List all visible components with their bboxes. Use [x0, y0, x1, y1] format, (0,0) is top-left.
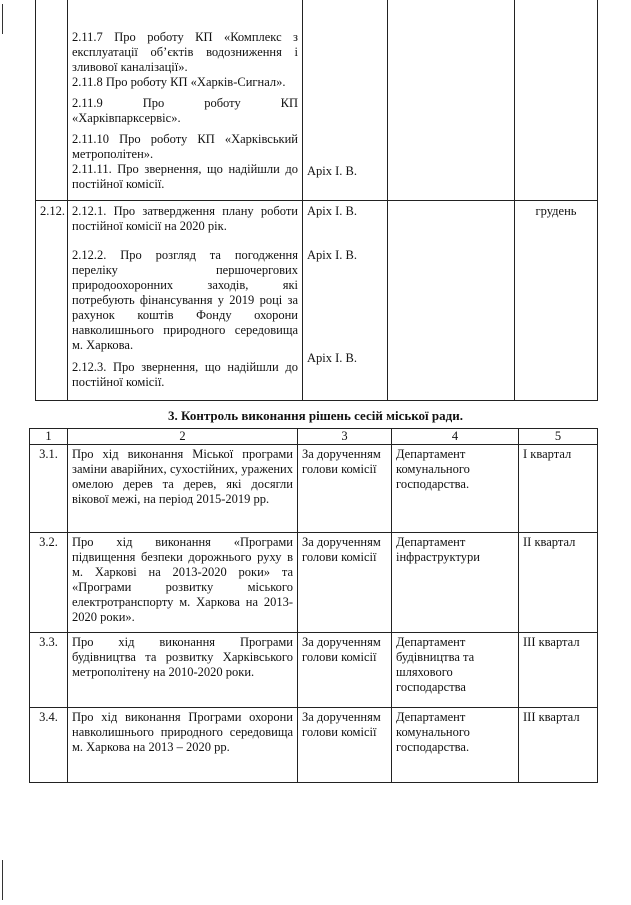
- executor-cell: [388, 0, 515, 201]
- executor-cell: Департамент інфраструктури: [392, 533, 519, 633]
- table-row: [36, 201, 598, 401]
- row-number: [36, 0, 68, 201]
- list-item: 2.11.10 Про роботу КП «Харківський метрополітен».: [72, 132, 298, 161]
- plan-table-upper: [35, 0, 598, 401]
- responsible-person: Аріх І. В.: [307, 204, 357, 218]
- table-row: [30, 633, 598, 708]
- responsible-person: Аріх І. В.: [307, 248, 357, 262]
- responsible-cell: За дорученням голови комісії: [298, 708, 392, 783]
- term-cell: [515, 0, 598, 201]
- term-cell: III квартал: [519, 708, 598, 783]
- column-header: 2: [68, 429, 298, 445]
- column-header: 4: [392, 429, 519, 445]
- responsible-cell: За дорученням голови комісії: [298, 533, 392, 633]
- responsible-cell: [303, 0, 388, 201]
- row-content: Про хід виконання Програми будівництва та розвитку Харківського метрополітену на 2010-2020 роки.: [68, 633, 298, 708]
- scan-edge-mark: [2, 860, 3, 900]
- row-number: 3.1.: [30, 445, 68, 533]
- list-item: 2.11.9 Про роботу КП «Харківпарксервіс».: [72, 96, 298, 125]
- list-item: 2.12.2. Про розгляд та погодження переліку першочергових природоохоронних заходів, які потребують фінансування у 2019 році за рахунок коштів Фонду охорони навколишнього природного середовища м. Харкова.: [72, 248, 298, 352]
- responsible-person: Аріх І. В.: [307, 164, 357, 178]
- table-row: [30, 533, 598, 633]
- column-header: 5: [519, 429, 598, 445]
- executor-cell: [388, 201, 515, 401]
- table-header-row: [30, 429, 598, 445]
- section3-table: [29, 428, 598, 783]
- responsible-person: Аріх І. В.: [307, 351, 357, 365]
- executor-cell: Департамент будівництва та шляхового господарства: [392, 633, 519, 708]
- term-cell: I квартал: [519, 445, 598, 533]
- column-header: 1: [30, 429, 68, 445]
- list-item: 2.11.7 Про роботу КП «Комплекс з експлуатації об’єктів водозниження і зливової каналізації».: [72, 30, 298, 74]
- row-number: 3.3.: [30, 633, 68, 708]
- responsible-cell: [303, 201, 388, 401]
- row-content: [68, 201, 303, 401]
- table-row: [36, 0, 598, 201]
- row-number: 3.2.: [30, 533, 68, 633]
- list-item: 2.12.1. Про затвердження плану роботи постійної комісії на 2020 рік.: [72, 204, 298, 233]
- row-content: Про хід виконання «Програми підвищення безпеки дорожнього руху в м. Харкові на 2013-2020 роки» та «Програми розвитку міського електротранспорту м. Харкова на 2013-2020 роки».: [68, 533, 298, 633]
- row-content: Про хід виконання Програми охорони навколишнього природного середовища м. Харкова на 2013 – 2020 рр.: [68, 708, 298, 783]
- list-item: 2.12.3. Про звернення, що надійшли до постійної комісії.: [72, 360, 298, 389]
- term-cell: грудень: [515, 201, 598, 401]
- list-item: 2.11.11. Про звернення, що надійшли до постійної комісії.: [72, 162, 298, 191]
- row-content: Про хід виконання Міської програми заміни аварійних, сухостійних, уражених омелою дерев та дерев, які досягли вікової межі, на період 2015-2019 рр.: [68, 445, 298, 533]
- column-header: 3: [298, 429, 392, 445]
- table-row: [30, 445, 598, 533]
- responsible-cell: За дорученням голови комісії: [298, 633, 392, 708]
- responsible-cell: За дорученням голови комісії: [298, 445, 392, 533]
- scan-edge-mark: [2, 4, 3, 34]
- executor-cell: Департамент комунального господарства.: [392, 445, 519, 533]
- section-heading: 3. Контроль виконання рішень сесій міської ради.: [168, 408, 463, 423]
- row-number: 3.4.: [30, 708, 68, 783]
- row-content: [68, 0, 303, 201]
- list-item: 2.11.8 Про роботу КП «Харків-Сигнал».: [72, 75, 286, 89]
- executor-cell: Департамент комунального господарства.: [392, 708, 519, 783]
- table-row: [30, 708, 598, 783]
- term-cell: III квартал: [519, 633, 598, 708]
- term-cell: II квартал: [519, 533, 598, 633]
- row-number: 2.12.: [36, 201, 68, 401]
